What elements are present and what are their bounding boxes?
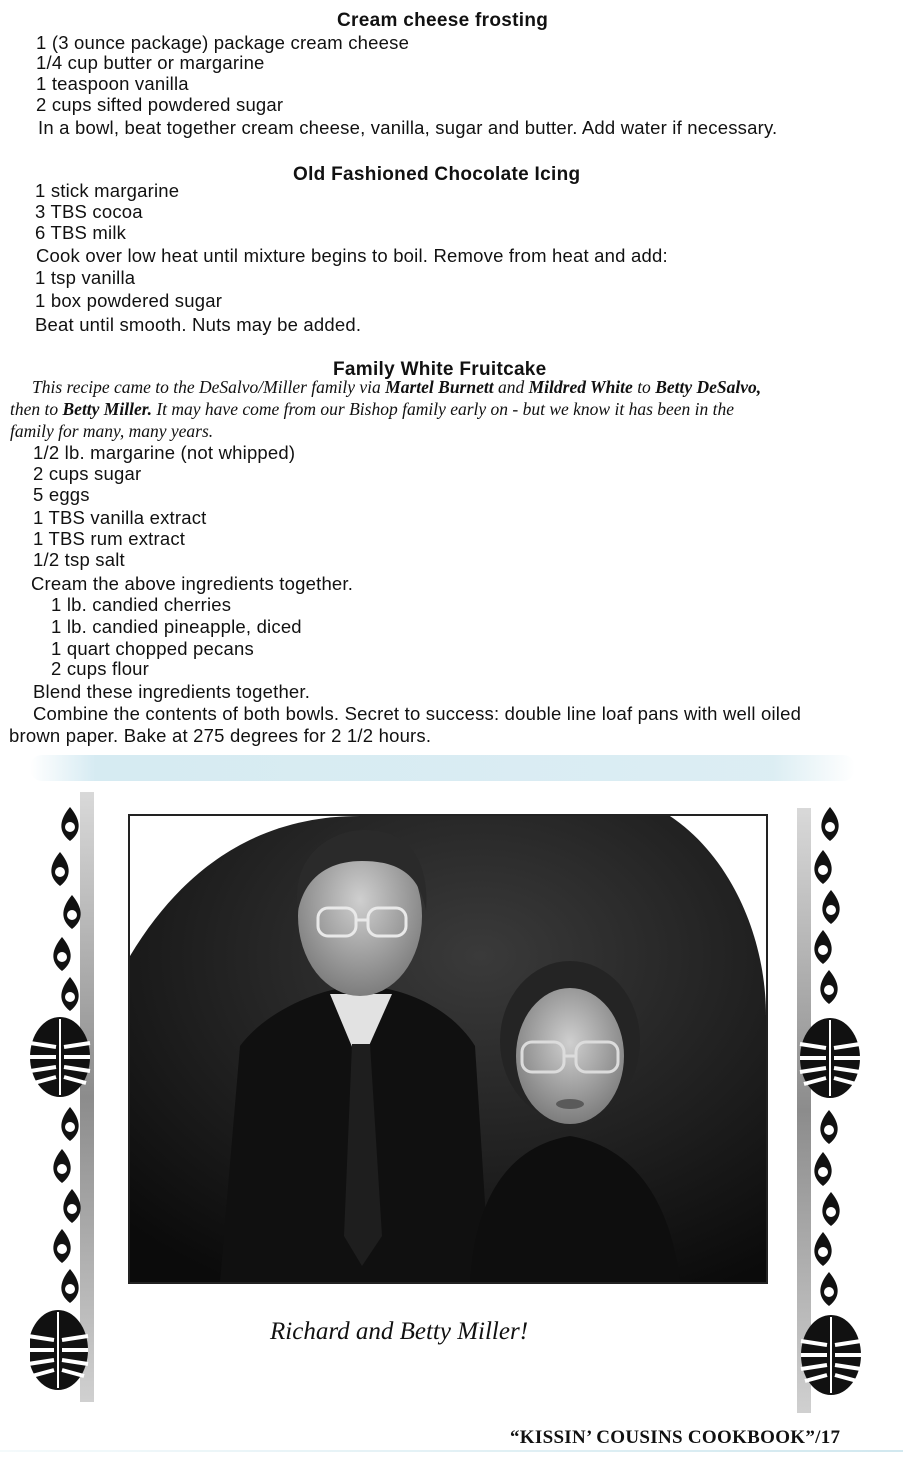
fruitcake-instructions: brown paper. Bake at 275 degrees for 2 1/2 hours. <box>9 725 432 746</box>
frosting-line: 2 cups sifted powdered sugar <box>36 94 284 115</box>
frosting-instructions: In a bowl, beat together cream cheese, vanilla, sugar and butter. Add water if necessary. <box>38 117 778 138</box>
fruitcake-line: 2 cups flour <box>51 658 150 679</box>
photo-caption: Richard and Betty Miller! <box>270 1318 529 1345</box>
fruitcake-intro-line: This recipe came to the DeSalvo/Miller family via Martel Burnett and Mildred White to Betty DeSalvo, <box>32 377 762 397</box>
photo-people-icon <box>130 816 766 1282</box>
fruitcake-line: 2 cups sugar <box>33 463 142 484</box>
fruitcake-line: 5 eggs <box>33 484 90 505</box>
icing-line: 6 TBS milk <box>35 222 127 243</box>
frosting-line: 1/4 cup butter or margarine <box>36 52 265 73</box>
fruitcake-instructions: Combine the contents of both bowls. Secret to success: double line loaf pans with well oiled <box>33 703 802 724</box>
page-footer: “KISSIN’ COUSINS COOKBOOK”/17 <box>510 1427 841 1448</box>
icing-line: 1 box powdered sugar <box>35 290 223 311</box>
frosting-line: 1 (3 ounce package) package cream cheese <box>36 32 410 53</box>
icing-instructions: Beat until smooth. Nuts may be added. <box>35 314 362 335</box>
fruitcake-instructions: Cream the above ingredients together. <box>31 573 354 594</box>
fruitcake-line: 1/2 tsp salt <box>33 549 125 570</box>
icing-instructions: Cook over low heat until mixture begins to boil. Remove from heat and add: <box>36 245 668 266</box>
family-photo <box>128 814 768 1284</box>
fruitcake-line: 1/2 lb. margarine (not whipped) <box>33 442 296 463</box>
fruitcake-intro-line: then to Betty Miller. It may have come from our Bishop family early on - but we know it has been in the <box>10 399 735 419</box>
fruitcake-line: 1 quart chopped pecans <box>51 638 254 659</box>
fruitcake-intro-line: family for many, many years. <box>10 421 214 441</box>
fruitcake-title: Family White Fruitcake <box>333 359 547 380</box>
fruitcake-line: 1 TBS rum extract <box>33 528 186 549</box>
icing-title: Old Fashioned Chocolate Icing <box>293 164 581 185</box>
footer-rule <box>0 1450 903 1452</box>
leaf-border-left-icon <box>30 795 100 1405</box>
fruitcake-line: 1 lb. candied cherries <box>51 594 232 615</box>
frosting-line: 1 teaspoon vanilla <box>36 73 189 94</box>
icing-line: 1 stick margarine <box>35 180 180 201</box>
frosting-title: Cream cheese frosting <box>337 10 549 31</box>
icing-line: 3 TBS cocoa <box>35 201 143 222</box>
fruitcake-line: 1 lb. candied pineapple, diced <box>51 616 302 637</box>
fruitcake-line: 1 TBS vanilla extract <box>33 507 207 528</box>
leaf-border-right-icon <box>795 800 865 1410</box>
icing-line: 1 tsp vanilla <box>35 267 136 288</box>
scan-smudge <box>30 755 855 781</box>
fruitcake-instructions: Blend these ingredients together. <box>33 681 311 702</box>
